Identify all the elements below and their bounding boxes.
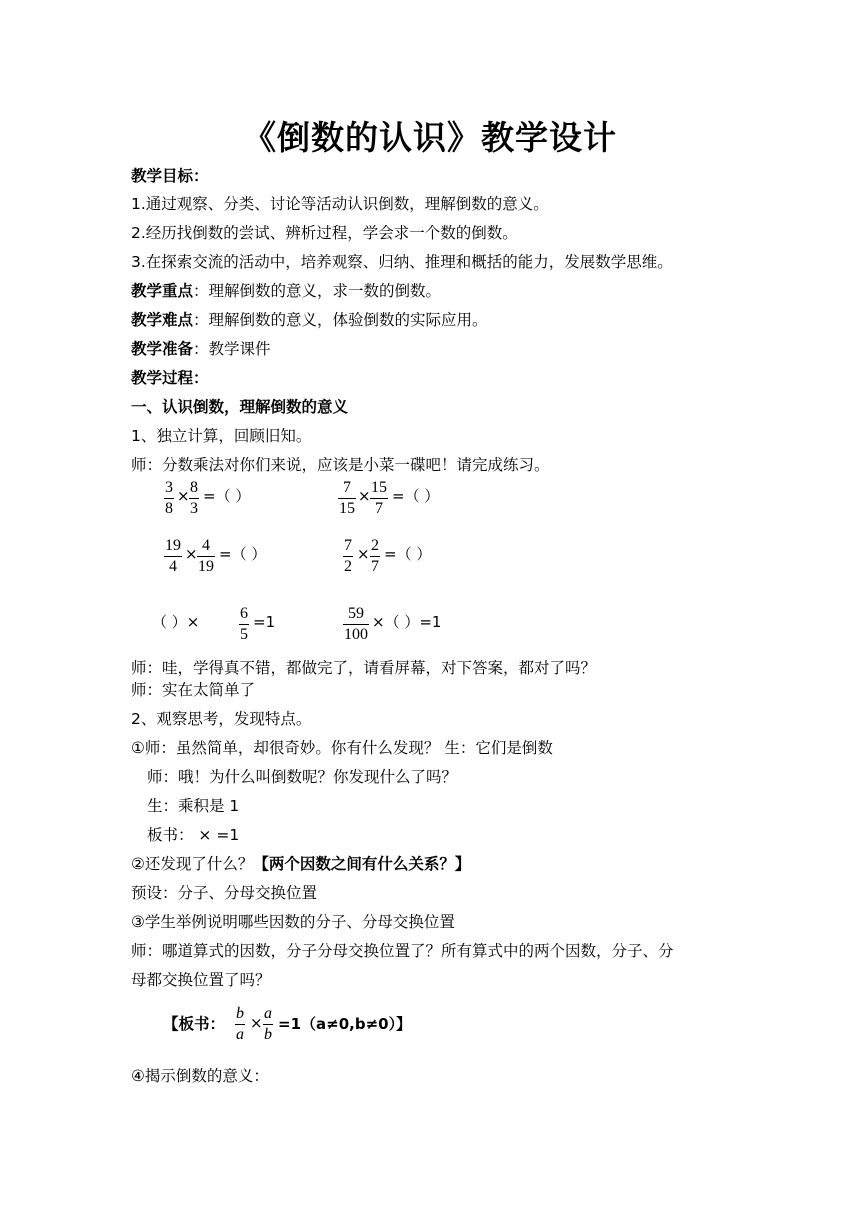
blank-row-left-tail: =1: [253, 613, 276, 631]
fraction: 7 15: [339, 479, 355, 517]
goals-heading: 教学目标：: [131, 167, 209, 185]
board-note-1: 板书： × =1: [147, 826, 240, 844]
answer-blank[interactable]: =（ ）: [384, 545, 432, 563]
observation-3: ③学生举例说明哪些因数的分子、分母交换位置: [131, 913, 455, 931]
teacher-line-3: 师：实在太简单了: [131, 681, 256, 699]
observation-1b: 师：哦！为什么叫倒数呢？你发现什么了吗？: [147, 768, 458, 786]
teacher-line-4b: 母都交换位置了吗？: [131, 971, 271, 989]
preparation: [131, 339, 271, 359]
observation-2: ②还发现了什么？【两个因数之间有什么关系？】: [131, 855, 471, 873]
difficulty-text: ：理解倒数的意义，体验倒数的实际应用。: [193, 311, 488, 329]
blank-row-right-tail[interactable]: ×（ ）=1: [372, 613, 442, 631]
observation-1: ①师：虽然简单，却很奇妙。你有什么发现？ 生：它们是倒数: [131, 739, 553, 757]
goal-item-3: 3.在探索交流的活动中，培养观察、归纳、推理和概括的能力，发展数学思维。: [131, 253, 673, 271]
page-title: 《倒数的认识》教学设计: [243, 118, 617, 157]
goal-item-2: 2.经历找倒数的尝试、辨析过程，学会求一个数的倒数。: [131, 224, 518, 242]
fraction: 4 19: [198, 537, 214, 575]
fraction: 8 3: [190, 479, 198, 517]
key-point-text: ：理解倒数的意义，求一数的倒数。: [193, 282, 442, 300]
goal-item-1: 1.通过观察、分类、讨论等活动认识倒数，理解倒数的意义。: [131, 195, 549, 213]
answer-blank[interactable]: =（ ）: [203, 487, 251, 505]
board-note-2-tail: =1（a≠0,b≠0）】: [278, 1015, 412, 1033]
step2: 2、观察思考，发现特点。: [131, 710, 312, 728]
preparation-text: ：教学课件: [193, 340, 271, 358]
times-sign: ×: [358, 487, 371, 505]
answer-blank[interactable]: =（ ）: [392, 487, 440, 505]
fraction: 15 7: [371, 479, 387, 517]
times-sign: ×: [250, 1014, 263, 1032]
board-note-2-prefix: 【板书：: [163, 1015, 226, 1033]
fraction: 6 5: [240, 605, 248, 643]
fraction: 19 4: [165, 537, 181, 575]
fraction: 2 7: [371, 537, 379, 575]
teacher-line-4a: 师：哪道算式的因数，分子分母交换位置了？所有算式中的两个因数，分子、分: [131, 942, 674, 960]
fraction: b a: [236, 1005, 244, 1043]
times-sign: ×: [177, 487, 190, 505]
difficulty: [131, 310, 488, 330]
observation-1c: 生：乘积是 1: [147, 797, 240, 815]
difficulty-label: 教学难点: [131, 311, 194, 329]
preparation-label: 教学准备: [131, 340, 194, 358]
fraction: a b: [264, 1005, 272, 1043]
preset-line: 预设：分子、分母交换位置: [131, 884, 318, 902]
fraction: 3 8: [165, 479, 173, 517]
step1: 1、独立计算，回顾旧知。: [131, 427, 312, 445]
fraction: 7 2: [344, 537, 352, 575]
teacher-line-1: 师：分数乘法对你们来说，应该是小菜一碟吧！请完成练习。: [131, 456, 550, 474]
teacher-line-2: 师：哇，学得真不错，都做完了，请看屏幕，对下答案，都对了吗？: [131, 659, 597, 677]
section1-heading: 一、认识倒数，理解倒数的意义: [131, 398, 349, 416]
answer-blank[interactable]: =（ ）: [219, 545, 267, 563]
times-sign: ×: [185, 545, 198, 563]
blank-row-left-prefix[interactable]: （ ）×: [152, 613, 200, 631]
observation-4: ④揭示倒数的意义：: [131, 1067, 269, 1085]
key-point: [131, 281, 441, 301]
process-heading: 教学过程：: [131, 369, 209, 387]
fraction: 59 100: [344, 605, 368, 643]
key-point-label: 教学重点: [131, 282, 194, 300]
times-sign: ×: [357, 545, 370, 563]
